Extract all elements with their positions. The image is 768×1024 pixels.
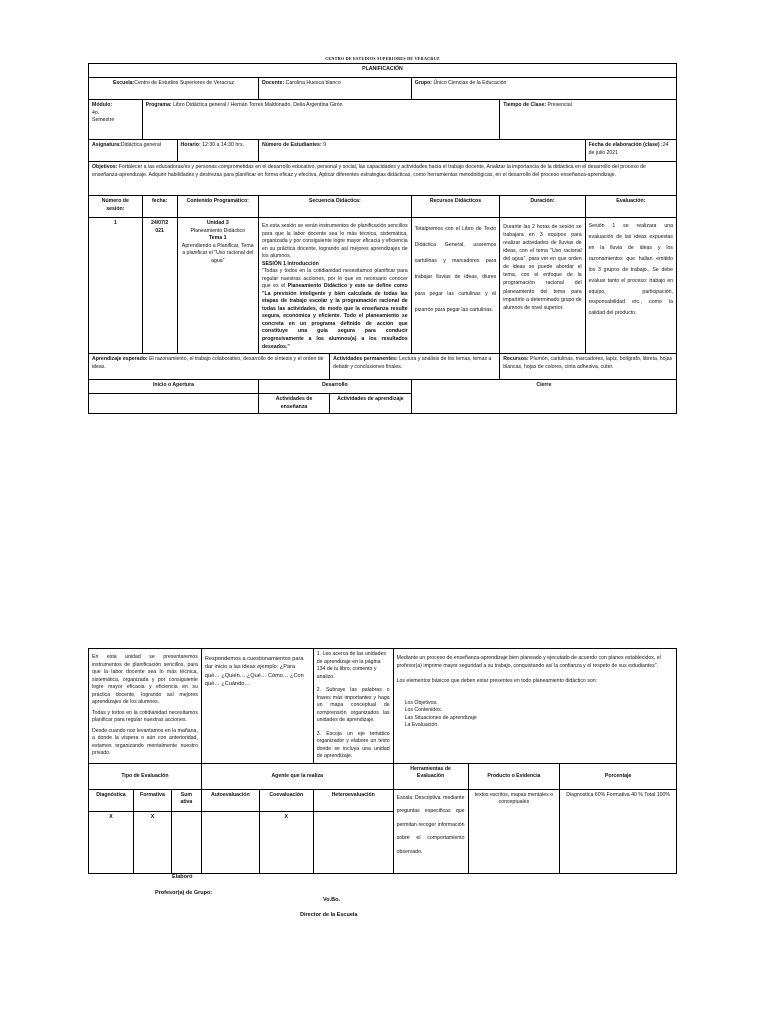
row1-unidad: Unidad 3 [206, 220, 229, 226]
planning-table-page2 [88, 648, 677, 874]
x-heteroevaluacion-empty [313, 811, 393, 873]
docente-label: Docente: [262, 80, 285, 86]
cierre-items [405, 700, 673, 730]
planning-table-page1 [88, 63, 677, 414]
inicio-p3: Desde cuando nos levantamos en la mañana, a donde la víspera o aún con anterioridad, estamos organizando mentalmente nuestro privado. [92, 727, 198, 757]
inicio-header: Inicio o Apertura [89, 380, 259, 394]
cierre-item-1: Los Objetivos. [404, 699, 438, 706]
tiempo-label: Tiempo de Clase: [503, 102, 547, 108]
row1-recursos-text: Totalpremos con el Libro de Texto Didáctica General, usaremos cartulinas y marcadores para trabajar lluvias de ideas, diurex para pegar las cartulinas y el pizarrón para pegar las cartulinas. [414, 226, 497, 313]
col-contenido: Contenido Programático: [177, 196, 258, 218]
act-aprendizaje-header: Actividades de aprendizaje [330, 394, 412, 414]
col-num-sesion: Número de sesión: [89, 196, 143, 218]
x-autoevaluacion-empty [201, 811, 259, 873]
fecha-elab-value: 24 de julio 2021 [588, 142, 669, 156]
col-recursos: Recursos Didácticos [411, 196, 500, 218]
horario-label: Horario: [180, 142, 201, 148]
coevaluacion-header: Coevaluación [259, 789, 313, 811]
row1-unidad-tema: Planeamiento Didáctico [190, 227, 246, 234]
act-perm-label: Actividades permanentes: [333, 356, 398, 363]
cierre-item-4: La Evaluación. [404, 722, 439, 729]
act-perm-cell [330, 354, 500, 380]
inicio-empty [89, 394, 259, 414]
grupo-value: Único Ciencias de la Educación [433, 80, 507, 86]
row1-secuencia-p2b: Planeamiento Didáctico y este se define como "La previsión inteligente y bien calculada de todas las etapas de trabajo escolar y la programación racional de todas las actividades, de modo que la enseñanza resulte segura, económica y eficiente. Todo el planeamiento se concreta en un programa definido de acción que constituye una guía segura para conducir progresivamente a los alumnos(a) a los resultados deseados." [262, 283, 408, 350]
row1-fecha [142, 218, 177, 354]
porcentaje-header: Porcentaje [560, 763, 677, 789]
grupo-cell [411, 78, 676, 100]
row1-evaluacion [585, 218, 676, 354]
col-evaluacion: Evaluación: [585, 196, 676, 218]
estudiantes-label: Número de Estudiantes: [262, 142, 322, 148]
modulo-label: Módulo: [92, 102, 113, 108]
cierre-item-3: Las Situaciones de aprendizaje [404, 714, 477, 721]
row1-num: 1 [89, 218, 143, 354]
fecha-elab-label: Fecha de elaboración (clase) : [588, 142, 663, 148]
herramientas-header: Herramientas de Evaluación [393, 763, 468, 789]
x-diagnostica: X [89, 811, 134, 873]
row1-fecha-text: 24/07/2021 [150, 220, 169, 234]
aprendizaje-item-1: 1. Leo acerca de las unidades de aprendizaje en la página 134 de tu libro, comento y analizo. [316, 651, 386, 680]
act-ensenanza-header: Actividades de enseñanza [259, 394, 330, 414]
docente-value: Carolina Huesca blanco [285, 80, 341, 86]
ensenanza-text: Respondemos a cuestionamientos para dar inicio a las ideas ejemplo: ¿Para qué… ¿Quién… ¿Qué… Cómo… ¿Con qué… ¿Cuándo… [204, 656, 304, 688]
row1-secuencia-p2 [262, 268, 408, 351]
vobo-label: Vo.Bo. [323, 897, 341, 903]
cierre-p2: Los elementos básicos que deben estar presentes en todo planeamiento didáctico son: [396, 678, 598, 685]
horario-value: 12:30 a 14:30 hrs. [202, 142, 244, 148]
act-perm-value: Lectura y análisis de los temas, temas a debatir y conclusiones finales. [333, 356, 492, 370]
autoevaluacion-header: Autoevaluación [201, 789, 259, 811]
asignatura-value: Didáctica general [120, 142, 161, 148]
modulo-cell [89, 100, 143, 140]
escuela-label: Escuela: [112, 80, 135, 86]
porcentaje-value: Diagnostica 60% Formativa 40 % Total 100% [560, 789, 677, 873]
row1-secuencia-p1: En esta sesión se verán instrumentos de planificación sencillos para que la labor docente sea lo más técnica, sistemática, organizada y por consiguiente logre mayor eficacia y eficiencia en su práctica docente, logrando así mejores aprendizajes de los alumnos. [262, 223, 408, 260]
grupo-label: Grupo: [414, 80, 432, 86]
recursos2-value: Plumón, cartulinas, marcadores, lapíz, bolígrafo, libreta, hojas blancas, hojas de colores, cinta adhesiva, cuter. [503, 356, 673, 370]
col-secuencia: Secuencia Didáctica: [259, 196, 412, 218]
aprendizaje-label: Aprendizaje esperado: [92, 356, 148, 363]
row1-tema: Tema 1 [209, 235, 227, 242]
programa-label: Programa: [145, 102, 172, 108]
elaboro-label: Elaboró [172, 874, 193, 880]
row1-duracion-text: Durante las 2 horas de sesión se trabajara en 3 equipos para realizar actividades de lluvias de ideas, con el tema "Uso racional del agua", para ver en que orden de ideas se puede abordar el tema, con el enfoque de la programación racional del planeamiento del tema para impartirlo a determinado grupo de alumnos de nivel superior. [503, 224, 582, 311]
estudiantes-value: 9 [323, 142, 327, 148]
row1-evaluacion-text: Sesión 1 se realizara una evaluación de las ideas expuestas en la lluvia de ideas y los razonamientos que hallan emitido los 3 grupos de trabajo., Se debe evaluar tanto el proceso: trabajo en equipo, participación, responsabilidad etc., como la calidad del producto. [588, 223, 673, 317]
programa-cell [142, 100, 500, 140]
row1-secuencia-sesion: SESIÓN 1 Introducción [262, 260, 319, 267]
asignatura-label: Asignatura: [92, 142, 121, 148]
escuela-cell [89, 78, 259, 100]
inicio-content [89, 649, 202, 764]
profesor-label: Profesor(a) de Grupo: [155, 890, 213, 896]
institution-header: CENTRO DE ESTUDIOS SUPERIORES DE VERACRUZ [325, 56, 440, 61]
producto-header: Producto o Evidencia [468, 763, 560, 789]
modulo-value: 4o. Semestre [92, 109, 115, 124]
escuela-value: Centro de Estudios Superiores de Veracruz [134, 80, 235, 86]
director-label: Director de la Escuela [300, 912, 358, 918]
x-coevaluacion: X [259, 811, 313, 873]
x-sumativa-empty [171, 811, 201, 873]
objetivos-label: Objetivos: [92, 164, 118, 170]
aprendizaje-item-3: 3. Escoja un eje temático organizador y elabore un texto donde se incluya una unidad de aprendizaje. [316, 730, 390, 760]
tipo-eval-header: Tipo de Evaluación [89, 763, 202, 789]
asignatura-cell [89, 140, 178, 162]
aprendizaje-cell [89, 354, 330, 380]
heteroevaluacion-header: Heteroevaluación [313, 789, 393, 811]
aprendizaje-value: El razonamiento, el trabajo colaborativo, desarrollo de síntesis y el orden de ideas. [92, 356, 324, 370]
row1-secuencia [259, 218, 412, 354]
cierre-content [393, 649, 676, 764]
herramientas-value [393, 789, 468, 873]
inicio-p2: Todas y todos en la cotidianidad necesitamos planificar para regular nuestras acciones. [92, 709, 198, 724]
row1-recursos [411, 218, 500, 354]
cierre-header: Cierre [411, 380, 676, 414]
agente-header: Agente que la realiza [201, 763, 393, 789]
col-duracion: Duración: [500, 196, 585, 218]
programa-value: Libro Didáctica general / Hernán Torres Maldonado, Delia Argentina Girón [173, 102, 343, 108]
formativa-header: Formativa [133, 789, 171, 811]
producto-value: textos escritos, mapas mentales o conceptuales [468, 789, 560, 873]
fecha-elab-cell [585, 140, 676, 162]
objetivos-cell [89, 162, 677, 196]
row1-tema-text: Aprendiendo a Planificar, Tema a planificar el "Uso racional del agua" [181, 242, 254, 264]
cierre-p1: Mediante un proceso de enseñanza-aprendizaje bien planeado y ejecutado de acuerdo con planes establecidos, el profesor(a) imprime mayor seguridad a su trabajo, conquistando así la confianza y el respeto de sus estudiantes". [396, 655, 661, 669]
sumativa-text: Sumativa [180, 791, 193, 806]
ensenanza-content [201, 649, 313, 764]
herramientas-text: Escala Descriptiva mediante preguntas especificas que permitan recoger información sobre el comportamiento observado. [396, 794, 465, 855]
estudiantes-cell [259, 140, 586, 162]
recursos2-label: Recursos: [503, 356, 529, 363]
diagnostica-header: Diagnóstica [89, 789, 134, 811]
objetivos-value: Fortalecer a las educadoras/es y personas comprometidas en el desarrollo educativo, personal y social, las capacidades y actividades hacia el trabajo docente, Analizar la importancia de la didáctica en el desarrollo del proceso de enseñanza-aprendizaje. Adquirir habilidades y destrezas para planificar en forma eficaz y efectiva, Aplicar diferentes estrategias didácticas, como herramientas metodológicas, en el desarrollo del proceso enseñanza-aprendizaje. [92, 164, 646, 178]
tiempo-cell [500, 100, 677, 140]
col-fecha: fecha: [142, 196, 177, 218]
row1-contenido [177, 218, 258, 354]
docente-cell [259, 78, 412, 100]
row1-duracion [500, 218, 585, 354]
recursos2-cell [500, 354, 677, 380]
aprendizaje-item-2: 2. Subraye las palabras o frases más importantes y haga un mapa conceptual de comprensión organizados las unidades de aprendizaje. [316, 687, 390, 724]
x-formativa: X [133, 811, 171, 873]
horario-cell [177, 140, 258, 162]
desarrollo-header: Desarrollo [259, 380, 412, 394]
aprendizaje-content [313, 649, 393, 764]
cierre-item-2: Los Contenidos. [404, 707, 443, 714]
inicio-p1: En esta unidad se presentaremos instrumentos de planificación sencillos, para que la labor docente sea lo más técnica, sistemática, organizada y por consiguiente logre mayor eficacia y eficiencia en su práctica docente, logrando así mejores aprendizajes de los alumnos. [92, 654, 198, 706]
tiempo-value: Presencial [547, 102, 572, 108]
planificacion-title: PLANIFICACIÓN [89, 64, 677, 78]
sumativa-header [171, 789, 201, 811]
row1-secuencia-p2a: "Todas y todos en la cotidianidad necesitamos planificar para regular nuestras acciones, por lo que es necesario conocer que es el [262, 268, 408, 290]
